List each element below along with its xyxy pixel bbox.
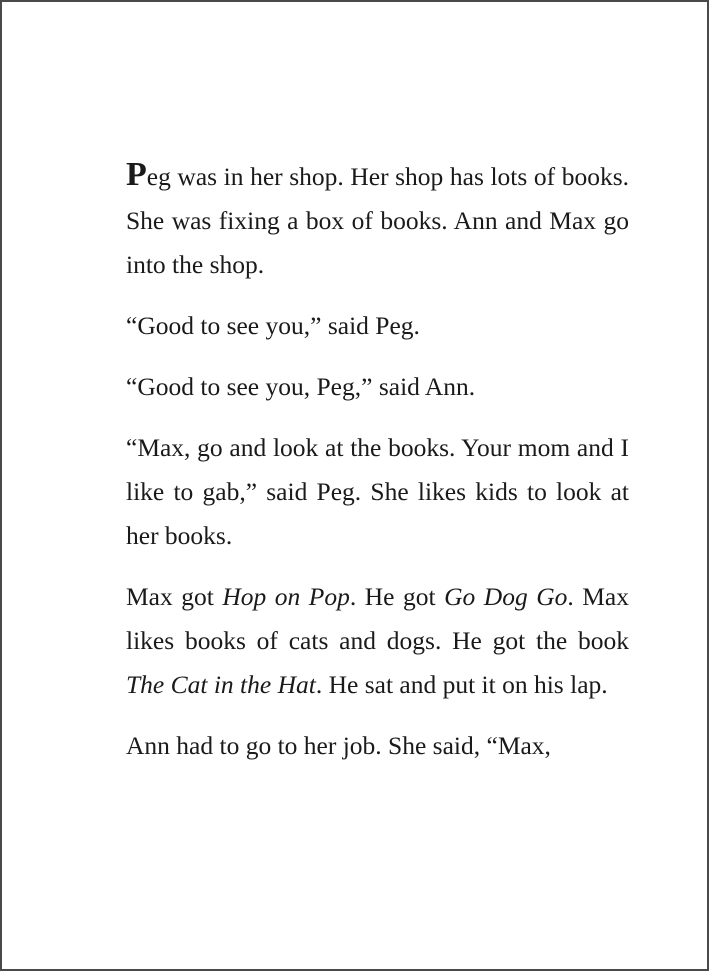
paragraph-6: Ann had to go to her job. She said, “Max, [126, 731, 551, 760]
paragraph-3: “Good to see you, Peg,” said Ann. [126, 372, 476, 401]
story-text [126, 153, 629, 785]
drop-cap: P [126, 156, 147, 193]
paragraph-5 [126, 575, 629, 707]
paragraph-1 [126, 153, 629, 287]
text-span: . Max likes books of cats and dogs. He got the book [126, 582, 630, 655]
text-span: Max got [126, 582, 223, 611]
text-span: . He got [349, 582, 445, 611]
book-title: The Cat in the Hat [126, 670, 316, 699]
text-span: . He sat and put it on his lap. [315, 670, 608, 699]
paragraph-4: “Max, go and look at the books. Your mom and I like to gab,” said Peg. She likes kids to look at her books. [126, 433, 629, 550]
paragraph-1-text: eg was in her shop. Her shop has lots of books. She was fixing a box of books. Ann and Max go into the shop. [126, 162, 629, 279]
book-title: Go Dog Go [444, 582, 568, 611]
paragraph-2: “Good to see you,” said Peg. [126, 311, 420, 340]
book-title: Hop on Pop [222, 582, 350, 611]
